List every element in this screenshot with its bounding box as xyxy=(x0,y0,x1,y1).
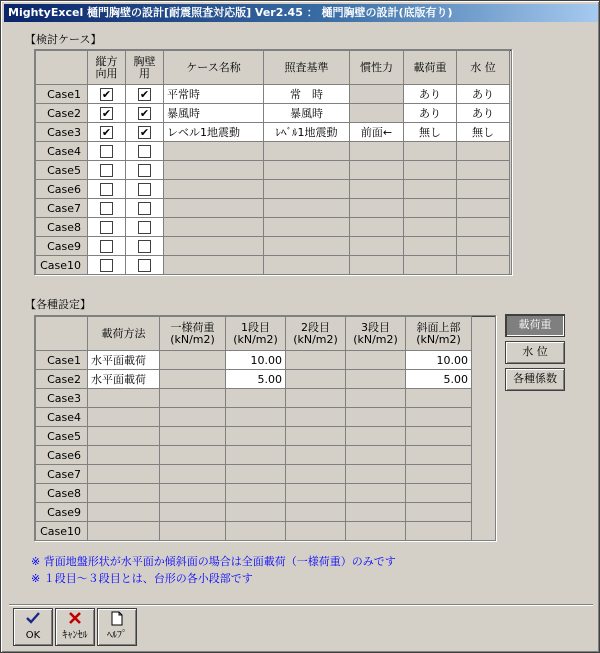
case-row-label: Case2 xyxy=(36,104,88,123)
header-inertia: 慣性力 xyxy=(350,51,404,85)
wall-use-checkbox[interactable] xyxy=(138,240,151,253)
case-row xyxy=(36,123,510,142)
inertia-cell[interactable] xyxy=(350,104,404,123)
wall-check-cell xyxy=(126,180,164,199)
wall-use-checkbox[interactable] xyxy=(138,145,151,158)
step3-cell[interactable] xyxy=(346,408,406,427)
criterion-cell[interactable]: 暴風時 xyxy=(264,104,350,123)
step2-cell[interactable] xyxy=(286,503,346,522)
settings-row-label: Case4 xyxy=(36,408,88,427)
method-cell[interactable]: 水平面載荷 xyxy=(88,351,160,370)
step2-cell[interactable] xyxy=(286,522,346,541)
vertical-check-cell xyxy=(88,142,126,161)
method-cell[interactable]: 水平面載荷 xyxy=(88,370,160,389)
step3-cell[interactable] xyxy=(346,370,406,389)
case-row-label: Case6 xyxy=(36,180,88,199)
method-cell[interactable] xyxy=(88,522,160,541)
method-cell[interactable] xyxy=(88,408,160,427)
step1-cell[interactable]: 5.00 xyxy=(226,370,286,389)
check-mark-icon: ✔ xyxy=(139,106,150,120)
step3-cell[interactable] xyxy=(346,465,406,484)
help-label: ﾍﾙﾌﾟ xyxy=(107,630,127,641)
step2-cell[interactable] xyxy=(286,389,346,408)
method-cell[interactable] xyxy=(88,389,160,408)
slope-top-cell[interactable] xyxy=(406,465,472,484)
uniform-load-cell[interactable] xyxy=(160,446,226,465)
settings-row xyxy=(36,465,472,484)
water-level-button[interactable]: 水 位 xyxy=(505,341,565,364)
vertical-check-cell xyxy=(88,104,126,123)
check-mark-icon: ✔ xyxy=(101,106,112,120)
vertical-check-cell xyxy=(88,218,126,237)
criterion-cell[interactable] xyxy=(264,256,350,275)
inertia-cell[interactable] xyxy=(350,199,404,218)
wall-use-checkbox[interactable] xyxy=(138,164,151,177)
step3-cell[interactable] xyxy=(346,389,406,408)
vertical-check-cell xyxy=(88,85,126,104)
case-row-label: Case7 xyxy=(36,199,88,218)
settings-row-label: Case5 xyxy=(36,427,88,446)
vertical-use-checkbox[interactable] xyxy=(100,221,113,234)
case-name-cell[interactable] xyxy=(164,161,264,180)
wall-use-checkbox[interactable] xyxy=(138,183,151,196)
vertical-use-checkbox[interactable] xyxy=(100,183,113,196)
header-step2-label: 2段目 (kN/m2) xyxy=(293,320,338,346)
uniform-load-cell[interactable] xyxy=(160,427,226,446)
water-cell[interactable]: あり xyxy=(457,85,510,104)
step1-cell[interactable] xyxy=(226,522,286,541)
case-name-cell[interactable]: 暴風時 xyxy=(164,104,264,123)
step3-cell[interactable] xyxy=(346,522,406,541)
header-method: 載荷方法 xyxy=(88,317,160,351)
step2-cell[interactable] xyxy=(286,465,346,484)
header-load: 載荷重 xyxy=(404,51,457,85)
case-row-label: Case4 xyxy=(36,142,88,161)
settings-row xyxy=(36,408,472,427)
settings-row xyxy=(36,370,472,389)
settings-row xyxy=(36,351,472,370)
wall-check-cell xyxy=(126,161,164,180)
wall-use-checkbox[interactable] xyxy=(138,88,151,101)
case-row xyxy=(36,142,510,161)
check-mark-icon: ✔ xyxy=(101,125,112,139)
load-cell[interactable] xyxy=(404,218,457,237)
step3-cell[interactable] xyxy=(346,446,406,465)
load-cell[interactable]: あり xyxy=(404,85,457,104)
vertical-check-cell xyxy=(88,199,126,218)
wall-use-checkbox[interactable] xyxy=(138,107,151,120)
step1-cell[interactable] xyxy=(226,465,286,484)
uniform-load-cell[interactable] xyxy=(160,351,226,370)
water-cell[interactable] xyxy=(457,237,510,256)
slope-top-cell[interactable] xyxy=(406,522,472,541)
load-cell[interactable] xyxy=(404,256,457,275)
method-cell[interactable] xyxy=(88,446,160,465)
slope-top-cell[interactable] xyxy=(406,484,472,503)
check-mark-icon: ✔ xyxy=(139,125,150,139)
criterion-cell[interactable]: 常 時 xyxy=(264,85,350,104)
settings-row xyxy=(36,389,472,408)
criterion-cell[interactable] xyxy=(264,142,350,161)
vertical-check-cell xyxy=(88,180,126,199)
slope-top-cell[interactable] xyxy=(406,446,472,465)
header-step3 xyxy=(346,317,406,351)
case-name-cell[interactable] xyxy=(164,142,264,161)
case-grid xyxy=(34,49,512,275)
inertia-cell[interactable] xyxy=(350,142,404,161)
settings-row-label: Case7 xyxy=(36,465,88,484)
case-row-label: Case10 xyxy=(36,256,88,275)
settings-row xyxy=(36,427,472,446)
step1-cell[interactable] xyxy=(226,503,286,522)
wall-check-cell xyxy=(126,237,164,256)
ok-label: OK xyxy=(25,630,41,641)
load-cell[interactable] xyxy=(404,180,457,199)
help-button[interactable] xyxy=(97,608,137,646)
step2-cell[interactable] xyxy=(286,370,346,389)
coefficients-button[interactable]: 各種係数 xyxy=(505,368,565,391)
check-mark-icon: ✔ xyxy=(101,87,112,101)
settings-row-label: Case1 xyxy=(36,351,88,370)
slope-top-cell[interactable] xyxy=(406,427,472,446)
case-section-label: 【検討ケース】 xyxy=(25,33,102,46)
settings-grid xyxy=(34,315,496,541)
water-cell[interactable] xyxy=(457,218,510,237)
wall-check-cell xyxy=(126,85,164,104)
vertical-use-checkbox[interactable] xyxy=(100,107,113,120)
vertical-check-cell xyxy=(88,161,126,180)
uniform-load-cell[interactable] xyxy=(160,484,226,503)
settings-row-label: Case8 xyxy=(36,484,88,503)
header-uniform xyxy=(160,317,226,351)
step2-cell[interactable] xyxy=(286,446,346,465)
header-step3-label: 3段目 (kN/m2) xyxy=(353,320,398,346)
case-name-cell[interactable] xyxy=(164,237,264,256)
settings-section-label: 【各種設定】 xyxy=(25,298,91,311)
wall-check-cell xyxy=(126,104,164,123)
step3-cell[interactable] xyxy=(346,351,406,370)
case-row-label: Case8 xyxy=(36,218,88,237)
case-row xyxy=(36,237,510,256)
load-cell[interactable] xyxy=(404,142,457,161)
step1-cell[interactable] xyxy=(226,446,286,465)
case-row xyxy=(36,256,510,275)
vertical-use-checkbox[interactable] xyxy=(100,88,113,101)
slope-top-cell[interactable] xyxy=(406,389,472,408)
vertical-use-checkbox[interactable] xyxy=(100,126,113,139)
wall-use-checkbox[interactable] xyxy=(138,221,151,234)
case-name-cell[interactable]: レベル1地震動 xyxy=(164,123,264,142)
water-cell[interactable] xyxy=(457,161,510,180)
header-step2 xyxy=(286,317,346,351)
vertical-check-cell xyxy=(88,123,126,142)
criterion-cell[interactable] xyxy=(264,218,350,237)
slope-top-cell[interactable] xyxy=(406,503,472,522)
case-row-label: Case3 xyxy=(36,123,88,142)
wall-check-cell xyxy=(126,256,164,275)
case-table xyxy=(35,50,510,275)
wall-check-cell xyxy=(126,199,164,218)
step1-cell[interactable] xyxy=(226,427,286,446)
cancel-x-icon xyxy=(56,611,94,629)
inertia-cell[interactable] xyxy=(350,218,404,237)
water-cell[interactable]: あり xyxy=(457,104,510,123)
step1-cell[interactable] xyxy=(226,484,286,503)
vertical-check-cell xyxy=(88,256,126,275)
load-cell[interactable] xyxy=(404,199,457,218)
uniform-load-cell[interactable] xyxy=(160,389,226,408)
uniform-load-cell[interactable] xyxy=(160,465,226,484)
criterion-cell[interactable] xyxy=(264,237,350,256)
check-mark-icon: ✔ xyxy=(139,87,150,101)
case-row xyxy=(36,199,510,218)
load-cell[interactable] xyxy=(404,237,457,256)
settings-row xyxy=(36,446,472,465)
header-wall xyxy=(126,51,164,85)
step2-cell[interactable] xyxy=(286,351,346,370)
method-cell[interactable] xyxy=(88,465,160,484)
water-cell[interactable] xyxy=(457,199,510,218)
header-slope-label: 斜面上部 (kN/m2) xyxy=(416,320,461,346)
criterion-cell[interactable]: ﾚﾍﾞﾙ1地震動 xyxy=(264,123,350,142)
case-row xyxy=(36,180,510,199)
load-cell[interactable]: あり xyxy=(404,104,457,123)
header-slope xyxy=(406,317,472,351)
case-name-cell[interactable] xyxy=(164,218,264,237)
case-row-label: Case9 xyxy=(36,237,88,256)
settings-row-label: Case3 xyxy=(36,389,88,408)
header-step1 xyxy=(226,317,286,351)
slope-top-cell[interactable]: 5.00 xyxy=(406,370,472,389)
water-cell[interactable]: 無し xyxy=(457,123,510,142)
case-row-label: Case5 xyxy=(36,161,88,180)
inertia-cell[interactable]: 前面← xyxy=(350,123,404,142)
help-document-icon xyxy=(98,611,136,629)
step1-cell[interactable] xyxy=(226,389,286,408)
step3-cell[interactable] xyxy=(346,484,406,503)
inertia-cell[interactable] xyxy=(350,256,404,275)
load-cell[interactable]: 無し xyxy=(404,123,457,142)
step2-cell[interactable] xyxy=(286,408,346,427)
uniform-load-cell[interactable] xyxy=(160,408,226,427)
case-row xyxy=(36,104,510,123)
uniform-load-cell[interactable] xyxy=(160,370,226,389)
header-wall-label: 胸壁 用 xyxy=(133,54,156,80)
ok-button[interactable] xyxy=(13,608,53,646)
vertical-use-checkbox[interactable] xyxy=(100,145,113,158)
header-criterion: 照査基準 xyxy=(264,51,350,85)
vertical-use-checkbox[interactable] xyxy=(100,259,113,272)
cancel-button[interactable] xyxy=(55,608,95,646)
wall-check-cell xyxy=(126,218,164,237)
inertia-cell[interactable] xyxy=(350,85,404,104)
case-row xyxy=(36,161,510,180)
step2-cell[interactable] xyxy=(286,484,346,503)
settings-row xyxy=(36,484,472,503)
case-name-cell[interactable] xyxy=(164,199,264,218)
vertical-use-checkbox[interactable] xyxy=(100,164,113,177)
header-uniform-label: 一様荷重 (kN/m2) xyxy=(170,320,215,346)
criterion-cell[interactable] xyxy=(264,199,350,218)
water-cell[interactable] xyxy=(457,180,510,199)
settings-row-label: Case10 xyxy=(36,522,88,541)
step1-cell[interactable] xyxy=(226,408,286,427)
method-cell[interactable] xyxy=(88,427,160,446)
header-case-name: ケース名称 xyxy=(164,51,264,85)
settings-table xyxy=(35,316,472,541)
note-line-1: ※ 背面地盤形状が水平面か傾斜面の場合は全面載荷（一様荷重）のみです xyxy=(31,555,396,568)
header-vertical xyxy=(88,51,126,85)
inertia-cell[interactable] xyxy=(350,161,404,180)
settings-row-label: Case9 xyxy=(36,503,88,522)
wall-check-cell xyxy=(126,123,164,142)
method-cell[interactable] xyxy=(88,484,160,503)
case-name-cell[interactable]: 平常時 xyxy=(164,85,264,104)
slope-top-cell[interactable]: 10.00 xyxy=(406,351,472,370)
vertical-check-cell xyxy=(88,237,126,256)
case-name-cell[interactable] xyxy=(164,256,264,275)
ok-check-icon xyxy=(14,611,52,629)
header-water: 水 位 xyxy=(457,51,510,85)
uniform-load-cell[interactable] xyxy=(160,503,226,522)
uniform-load-cell[interactable] xyxy=(160,522,226,541)
load-button[interactable]: 載荷重 xyxy=(505,314,565,337)
criterion-cell[interactable] xyxy=(264,180,350,199)
case-row xyxy=(36,218,510,237)
wall-use-checkbox[interactable] xyxy=(138,259,151,272)
case-name-cell[interactable] xyxy=(164,180,264,199)
wall-use-checkbox[interactable] xyxy=(138,202,151,215)
settings-row xyxy=(36,503,472,522)
inertia-cell[interactable] xyxy=(350,237,404,256)
method-cell[interactable] xyxy=(88,503,160,522)
corner-cell xyxy=(36,51,88,85)
step3-cell[interactable] xyxy=(346,427,406,446)
settings-row-label: Case2 xyxy=(36,370,88,389)
settings-corner-cell xyxy=(36,317,88,351)
settings-row xyxy=(36,522,472,541)
water-cell[interactable] xyxy=(457,256,510,275)
vertical-use-checkbox[interactable] xyxy=(100,202,113,215)
settings-row-label: Case6 xyxy=(36,446,88,465)
wall-check-cell xyxy=(126,142,164,161)
step2-cell[interactable] xyxy=(286,427,346,446)
vertical-use-checkbox[interactable] xyxy=(100,240,113,253)
case-row-label: Case1 xyxy=(36,85,88,104)
title-bar: MightyExcel 樋門胸壁の設計[耐震照査対応版] Ver2.45 ： 樋門胸壁の設計(底版有り) xyxy=(4,4,598,22)
header-step1-label: 1段目 (kN/m2) xyxy=(233,320,278,346)
case-row xyxy=(36,85,510,104)
water-cell[interactable] xyxy=(457,142,510,161)
inertia-cell[interactable] xyxy=(350,180,404,199)
criterion-cell[interactable] xyxy=(264,161,350,180)
note-line-2: ※ １段目～３段目とは、台形の各小段部です xyxy=(31,572,253,585)
step1-cell[interactable]: 10.00 xyxy=(226,351,286,370)
header-vertical-label: 縦方 向用 xyxy=(95,54,118,80)
slope-top-cell[interactable] xyxy=(406,408,472,427)
load-cell[interactable] xyxy=(404,161,457,180)
step3-cell[interactable] xyxy=(346,503,406,522)
cancel-label: ｷｬﾝｾﾙ xyxy=(62,630,88,641)
wall-use-checkbox[interactable] xyxy=(138,126,151,139)
